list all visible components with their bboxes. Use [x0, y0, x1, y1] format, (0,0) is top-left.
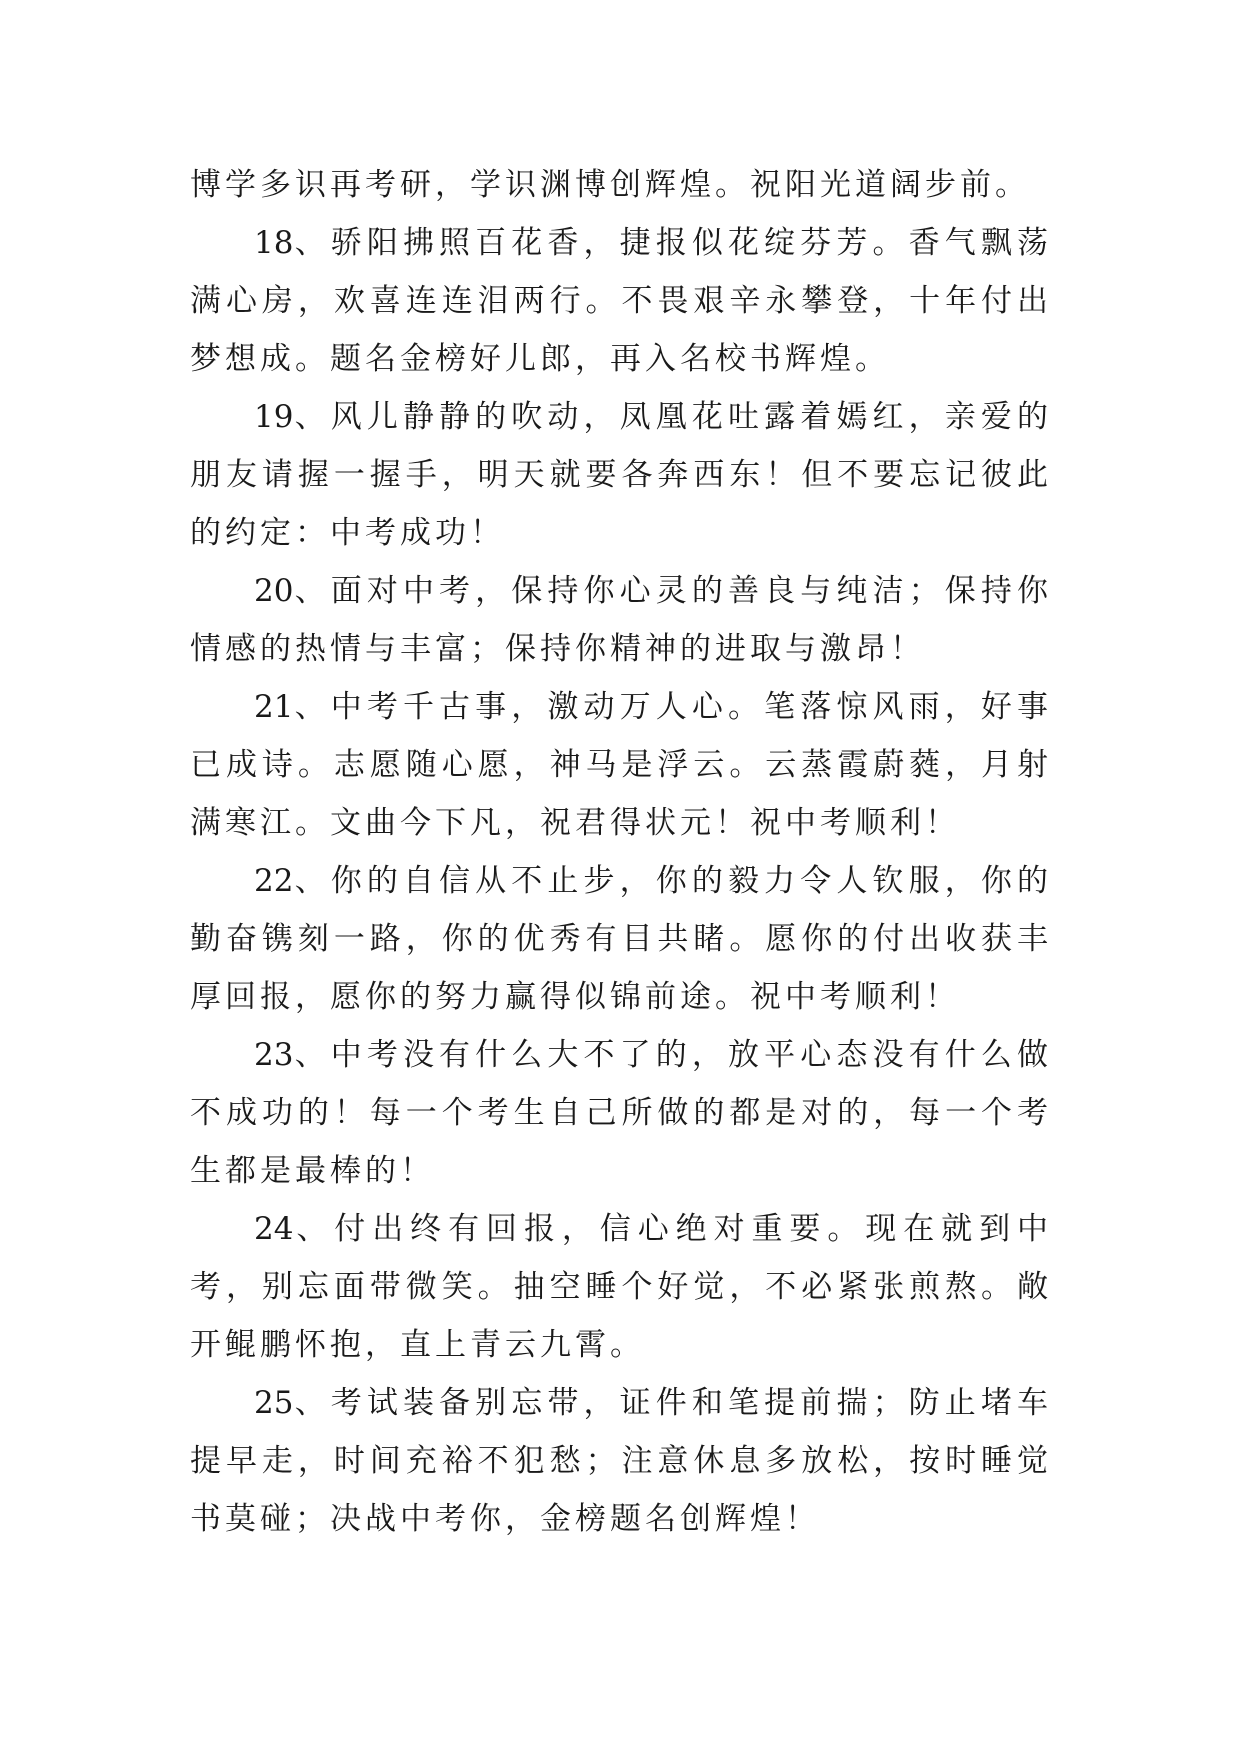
paragraph-text: 、骄阳拂照百花香，捷报似花绽芬芳。香气飘荡满心房，欢喜连连泪两行。不畏艰辛永攀登，十年付出梦想成。题名金榜好儿郎，再入名校书辉煌。	[190, 225, 1052, 377]
paragraph-number: 20	[254, 573, 294, 609]
paragraph-number: 23	[254, 1037, 294, 1073]
paragraph-text: 、你的自信从不止步，你的毅力令人钦服，你的勤奋镌刻一路，你的优秀有目共睹。愿你的付出收获丰厚回报，愿你的努力赢得似锦前途。祝中考顺利！	[190, 863, 1052, 1015]
paragraph-text: 、面对中考，保持你心灵的善良与纯洁；保持你情感的热情与丰富；保持你精神的进取与激昂！	[190, 573, 1052, 667]
paragraph-text: 、考试装备别忘带，证件和笔提前揣；防止堵车提早走，时间充裕不犯愁；注意休息多放松，按时睡觉书莫碰；决战中考你，金榜题名创辉煌！	[190, 1385, 1052, 1537]
paragraph-20	[190, 562, 1052, 678]
paragraph-text: 、中考没有什么大不了的，放平心态没有什么做不成功的！每一个考生自己所做的都是对的，每一个考生都是最棒的！	[190, 1037, 1052, 1189]
paragraph-25	[190, 1374, 1052, 1548]
paragraph-text: 、风儿静静的吹动，凤凰花吐露着嫣红，亲爱的朋友请握一握手，明天就要各奔西东！但不要忘记彼此的约定：中考成功！	[190, 399, 1052, 551]
paragraph-21	[190, 678, 1052, 852]
paragraph-number: 24	[254, 1211, 294, 1247]
paragraph-number: 21	[254, 689, 294, 725]
paragraph-text: 博学多识再考研，学识渊博创辉煌。祝阳光道阔步前。	[190, 167, 1030, 203]
paragraph-number: 25	[254, 1385, 294, 1421]
paragraph-22	[190, 852, 1052, 1026]
paragraph-text: 、付出终有回报，信心绝对重要。现在就到中考，别忘面带微笑。抽空睡个好觉，不必紧张煎熬。敞开鲲鹏怀抱，直上青云九霄。	[190, 1211, 1052, 1363]
paragraph-19	[190, 388, 1052, 562]
paragraph-number: 22	[254, 863, 294, 899]
paragraph-24	[190, 1200, 1052, 1374]
paragraph-23	[190, 1026, 1052, 1200]
document-body	[190, 156, 1052, 1548]
paragraph-number: 18	[254, 225, 294, 261]
paragraph-continuation	[190, 156, 1052, 214]
paragraph-number: 19	[254, 399, 294, 435]
paragraph-18	[190, 214, 1052, 388]
paragraph-text: 、中考千古事，激动万人心。笔落惊风雨，好事已成诗。志愿随心愿，神马是浮云。云蒸霞蔚蕤，月射满寒江。文曲今下凡，祝君得状元！祝中考顺利！	[190, 689, 1052, 841]
